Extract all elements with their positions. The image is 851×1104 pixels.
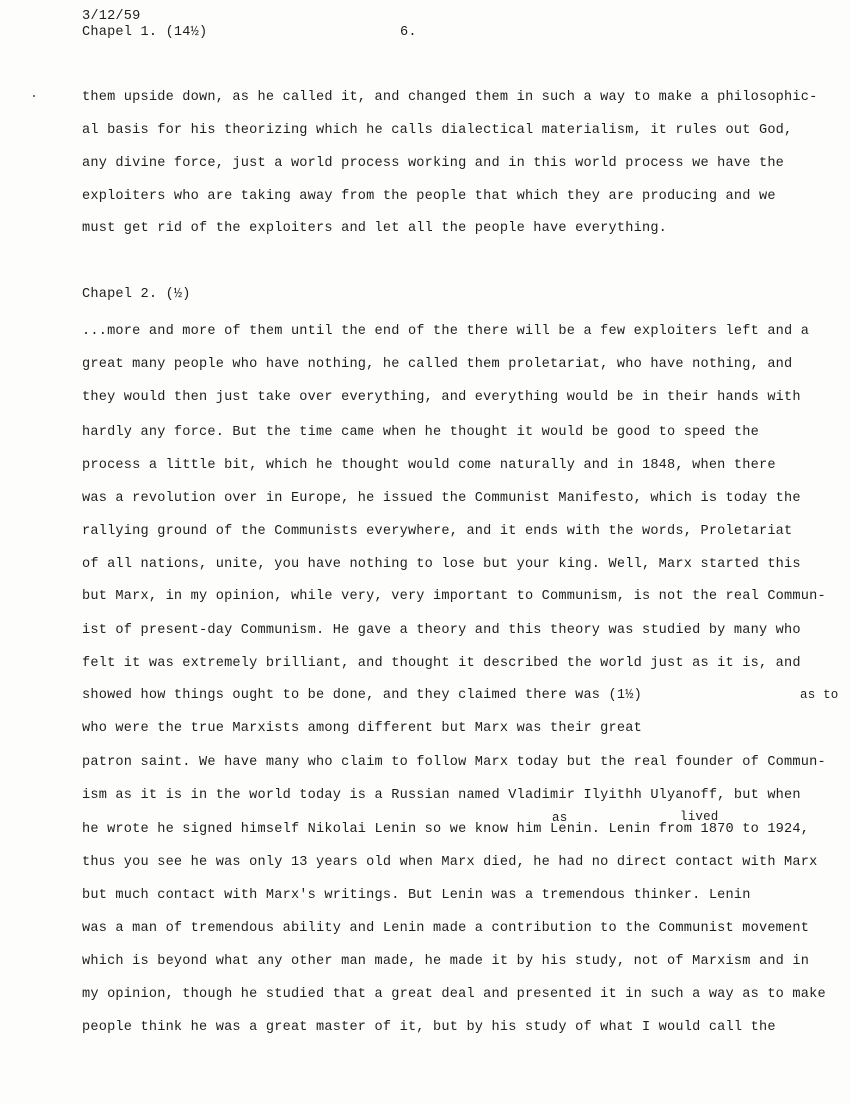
page-number: 6. bbox=[400, 25, 417, 40]
body-line: exploiters who are taking away from the people that which they are producing and we bbox=[82, 189, 776, 204]
body-line: thus you see he was only 13 years old when Marx died, he had no direct contact with Marx bbox=[82, 855, 818, 870]
body-line: showed how things ought to be done, and they claimed there was (1½) bbox=[82, 688, 642, 703]
body-line: of all nations, unite, you have nothing to lose but your king. Well, Marx started this bbox=[82, 557, 801, 572]
header-date: 3/12/59 bbox=[82, 9, 141, 24]
body-line: must get rid of the exploiters and let all the people have everything. bbox=[82, 221, 668, 236]
body-line: rallying ground of the Communists everywhere, and it ends with the words, Proletariat bbox=[82, 524, 793, 539]
annotation-lived: lived bbox=[680, 810, 719, 824]
body-line: they would then just take over everything, and everything would be in their hands with bbox=[82, 390, 801, 405]
annotation-as: as bbox=[552, 811, 568, 825]
body-line: any divine force, just a world process working and in this world process we have the bbox=[82, 156, 785, 171]
body-line: great many people who have nothing, he called them proletariat, who have nothing, and bbox=[82, 357, 793, 372]
body-line: them upside down, as he called it, and changed them in such a way to make a philosophic- bbox=[82, 90, 818, 105]
body-line: ism as it is in the world today is a Russian named Vladimir Ilyithh Ulyanoff, but when bbox=[82, 788, 801, 803]
body-line: was a revolution over in Europe, he issued the Communist Manifesto, which is today the bbox=[82, 491, 801, 506]
header-chapel-title: Chapel 1. (14½) bbox=[82, 25, 208, 40]
body-line: people think he was a great master of it, but by his study of what I would call the bbox=[82, 1020, 776, 1035]
body-line: but much contact with Marx's writings. But Lenin was a tremendous thinker. Lenin bbox=[82, 888, 751, 903]
body-line: which is beyond what any other man made, he made it by his study, not of Marxism and in bbox=[82, 954, 810, 969]
body-line: ist of present-day Communism. He gave a theory and this theory was studied by many who bbox=[82, 623, 801, 638]
margin-mark bbox=[33, 95, 35, 97]
body-line: felt it was extremely brilliant, and thought it described the world just as it is, and bbox=[82, 656, 801, 671]
body-line: who were the true Marxists among different but Marx was their great bbox=[82, 721, 642, 736]
body-line: was a man of tremendous ability and Lenin made a contribution to the Communist movement bbox=[82, 921, 810, 936]
body-line: al basis for his theorizing which he calls dialectical materialism, it rules out God, bbox=[82, 123, 793, 138]
chapel2-heading: Chapel 2. (½) bbox=[82, 287, 191, 302]
body-line: hardly any force. But the time came when he thought it would be good to speed the bbox=[82, 425, 759, 440]
body-line: my opinion, though he studied that a great deal and presented it in such a way as to make bbox=[82, 987, 826, 1002]
body-line: patron saint. We have many who claim to follow Marx today but the real founder of Commun- bbox=[82, 755, 826, 770]
annotation-as-to: as to bbox=[800, 688, 839, 702]
body-line: process a little bit, which he thought would come naturally and in 1848, when there bbox=[82, 458, 776, 473]
body-line: but Marx, in my opinion, while very, very important to Communism, is not the real Commun- bbox=[82, 589, 826, 604]
body-line: he wrote he signed himself Nikolai Lenin so we know him Lenin. Lenin from 1870 to 1924, bbox=[82, 822, 810, 837]
body-line: ...more and more of them until the end of the there will be a few exploiters left and a bbox=[82, 324, 810, 339]
